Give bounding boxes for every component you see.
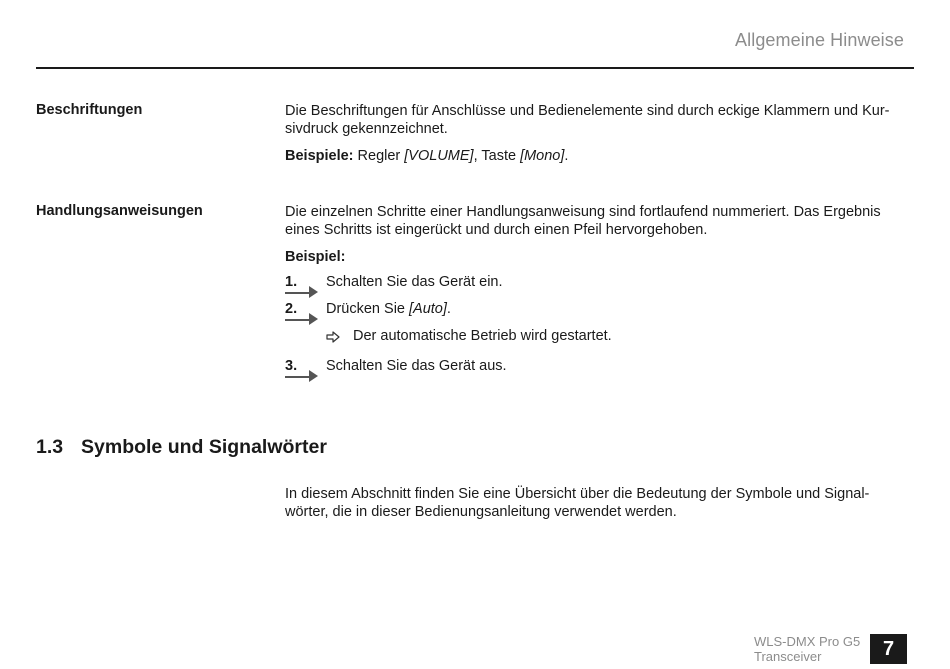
section-description [285, 485, 910, 521]
labeling-examples [285, 147, 910, 165]
step-number: 1. [285, 274, 298, 290]
examples-control-mono: [Mono] [520, 148, 565, 164]
step-text-pre: Drücken Sie [326, 301, 410, 317]
step-control-auto: [Auto] [409, 301, 447, 317]
labeling-line-2: sivdruck gekennzeichnet. [285, 121, 448, 137]
header-title: Allgemeine Hinweise [735, 30, 904, 50]
instructions-description [285, 203, 910, 239]
step-text [326, 301, 451, 317]
instructions-label: Handlungsanweisungen [36, 203, 203, 219]
page-number: 7 [870, 634, 907, 664]
step-arrow-icon [309, 286, 318, 298]
instructions-example-label: Beispiel: [285, 249, 346, 265]
step-arrow-icon [309, 313, 318, 325]
footer-product-type: Transceiver [754, 649, 822, 664]
instructions-line-1: Die einzelnen Schritte einer Handlungsanweisung sind fortlaufend nummeriert. Das Ergebnis [285, 204, 881, 220]
examples-label: Beispiele: [285, 148, 354, 164]
labeling-label: Beschriftungen [36, 102, 143, 118]
labeling-line-1: Die Beschriftungen für Anschlüsse und Bedienelemente sind durch eckige Klammern und Kur- [285, 103, 890, 119]
examples-control-volume: [VOLUME] [404, 148, 474, 164]
result-text: Der automatische Betrieb wird gestartet. [353, 328, 612, 344]
step-text: Schalten Sie das Gerät aus. [326, 358, 507, 374]
labeling-body [285, 102, 910, 165]
instructions-body [285, 203, 910, 266]
section-line-1: In diesem Abschnitt finden Sie eine Übersicht über die Bedeutung der Symbole und Signal- [285, 486, 870, 502]
examples-end: . [564, 148, 569, 164]
section-title: Symbole und Signalwörter [81, 436, 327, 458]
section-heading [36, 436, 327, 459]
step-underline [285, 319, 311, 321]
section-body [285, 485, 910, 521]
step-number: 3. [285, 358, 298, 374]
footer-product-name: WLS-DMX Pro G5 [754, 634, 861, 649]
section-number: 1.3 [36, 436, 64, 458]
footer-product [754, 634, 864, 664]
step-text: Schalten Sie das Gerät ein. [326, 274, 503, 290]
result-arrow-icon [326, 331, 340, 343]
examples-mid: , Taste [473, 148, 521, 164]
instructions-line-2: eines Schritts ist eingerückt und durch einen Pfeil hervorgehoben. [285, 222, 708, 238]
examples-pre: Regler [353, 148, 405, 164]
step-number: 2. [285, 301, 298, 317]
section-line-2: wörter, die in dieser Bedienungsanleitung verwendet werden. [285, 504, 677, 520]
step-text-end: . [446, 301, 451, 317]
step-underline [285, 376, 311, 378]
step-underline [285, 292, 311, 294]
labeling-description [285, 102, 910, 138]
step-arrow-icon [309, 370, 318, 382]
header-rule [36, 67, 914, 69]
